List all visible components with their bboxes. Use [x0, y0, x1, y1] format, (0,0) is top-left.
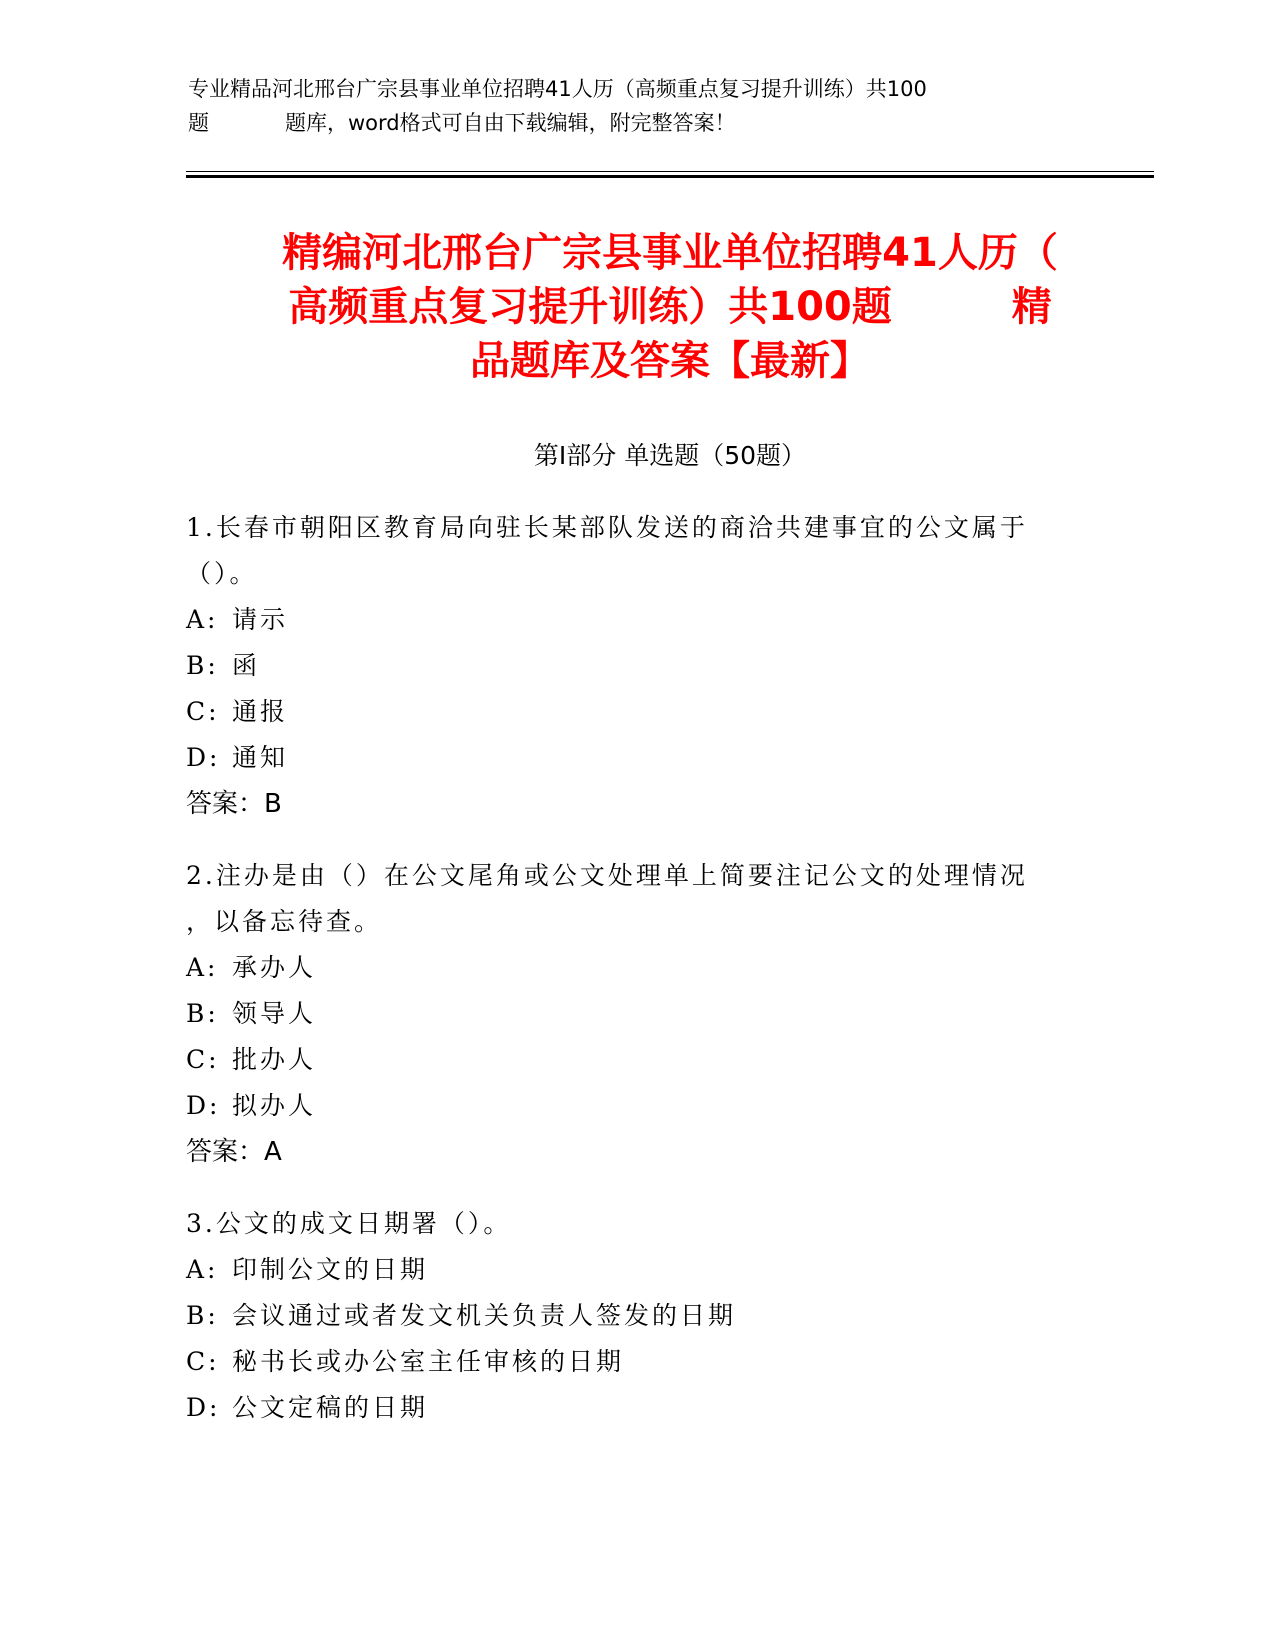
question-stem: 3.公文的成文日期署（）。 — [186, 1209, 512, 1238]
option-text: 印制公文的日期 — [232, 1255, 429, 1284]
option-letter: D: — [186, 1393, 221, 1422]
header-note-line-2-start: 题 — [188, 111, 209, 135]
header-note-line-1: 专业精品河北邢台广宗县事业单位招聘41人历（高频重点复习提升训练）共100 — [188, 77, 927, 101]
option-text: 会议通过或者发文机关负责人签发的日期 — [232, 1301, 737, 1330]
option-letter: D: — [186, 743, 221, 772]
option-letter: A: — [186, 605, 219, 634]
header-note — [188, 72, 1088, 140]
option-b — [186, 643, 1086, 689]
option-c — [186, 1037, 1086, 1083]
option-text: 批办人 — [232, 1045, 317, 1074]
option-letter: B: — [186, 999, 219, 1028]
option-letter: C: — [186, 1347, 220, 1376]
option-text: 函 — [232, 651, 261, 680]
question-stem-cont: ，以备忘待查。 — [186, 907, 383, 936]
option-a — [186, 1247, 1086, 1293]
option-a — [186, 945, 1086, 991]
option-a — [186, 597, 1086, 643]
option-d — [186, 735, 1086, 781]
section-title: 第Ⅰ部分 单选题（50题） — [533, 441, 807, 470]
header-note-line-2 — [188, 106, 1088, 140]
option-text: 拟办人 — [232, 1091, 317, 1120]
title-line-2-start: 高频重点复习提升训练）共100题 — [288, 284, 892, 330]
question-stem: 1.长春市朝阳区教育局向驻长某部队发送的商洽共建事宜的公文属于 — [186, 513, 1028, 542]
title-line-3: 品题库及答案【最新】 — [470, 338, 870, 384]
option-letter: C: — [186, 697, 220, 726]
option-b — [186, 991, 1086, 1037]
option-letter: A: — [186, 1255, 219, 1284]
answer: 答案：A — [186, 1137, 282, 1167]
option-text: 秘书长或办公室主任审核的日期 — [232, 1347, 625, 1376]
answer: 答案：B — [186, 789, 282, 819]
option-text: 公文定稿的日期 — [232, 1393, 429, 1422]
header-rule-thin — [186, 171, 1154, 172]
option-text: 请示 — [232, 605, 289, 634]
option-c — [186, 1339, 1086, 1385]
option-text: 通知 — [232, 743, 289, 772]
question-3 — [186, 1201, 1086, 1431]
option-text: 承办人 — [232, 953, 317, 982]
option-letter: D: — [186, 1091, 221, 1120]
title-line-1: 精编河北邢台广宗县事业单位招聘41人历（ — [282, 230, 1058, 276]
option-b — [186, 1293, 1086, 1339]
question-1 — [186, 505, 1086, 827]
option-letter: A: — [186, 953, 219, 982]
option-letter: C: — [186, 1045, 220, 1074]
title-line-2 — [186, 280, 1154, 334]
option-letter: B: — [186, 651, 219, 680]
title-line-2-end: 精 — [1011, 284, 1052, 330]
option-text: 领导人 — [232, 999, 317, 1028]
header-rule-thick — [186, 175, 1154, 178]
question-2 — [186, 853, 1086, 1175]
option-d — [186, 1385, 1086, 1431]
question-stem-cont: （）。 — [186, 559, 258, 588]
document-title — [186, 226, 1154, 388]
question-stem: 2.注办是由（）在公文尾角或公文处理单上简要注记公文的处理情况 — [186, 861, 1028, 890]
option-letter: B: — [186, 1301, 219, 1330]
option-d — [186, 1083, 1086, 1129]
option-text: 通报 — [232, 697, 289, 726]
header-note-line-2-end: 题库，word格式可自由下载编辑，附完整答案！ — [285, 111, 736, 135]
option-c — [186, 689, 1086, 735]
